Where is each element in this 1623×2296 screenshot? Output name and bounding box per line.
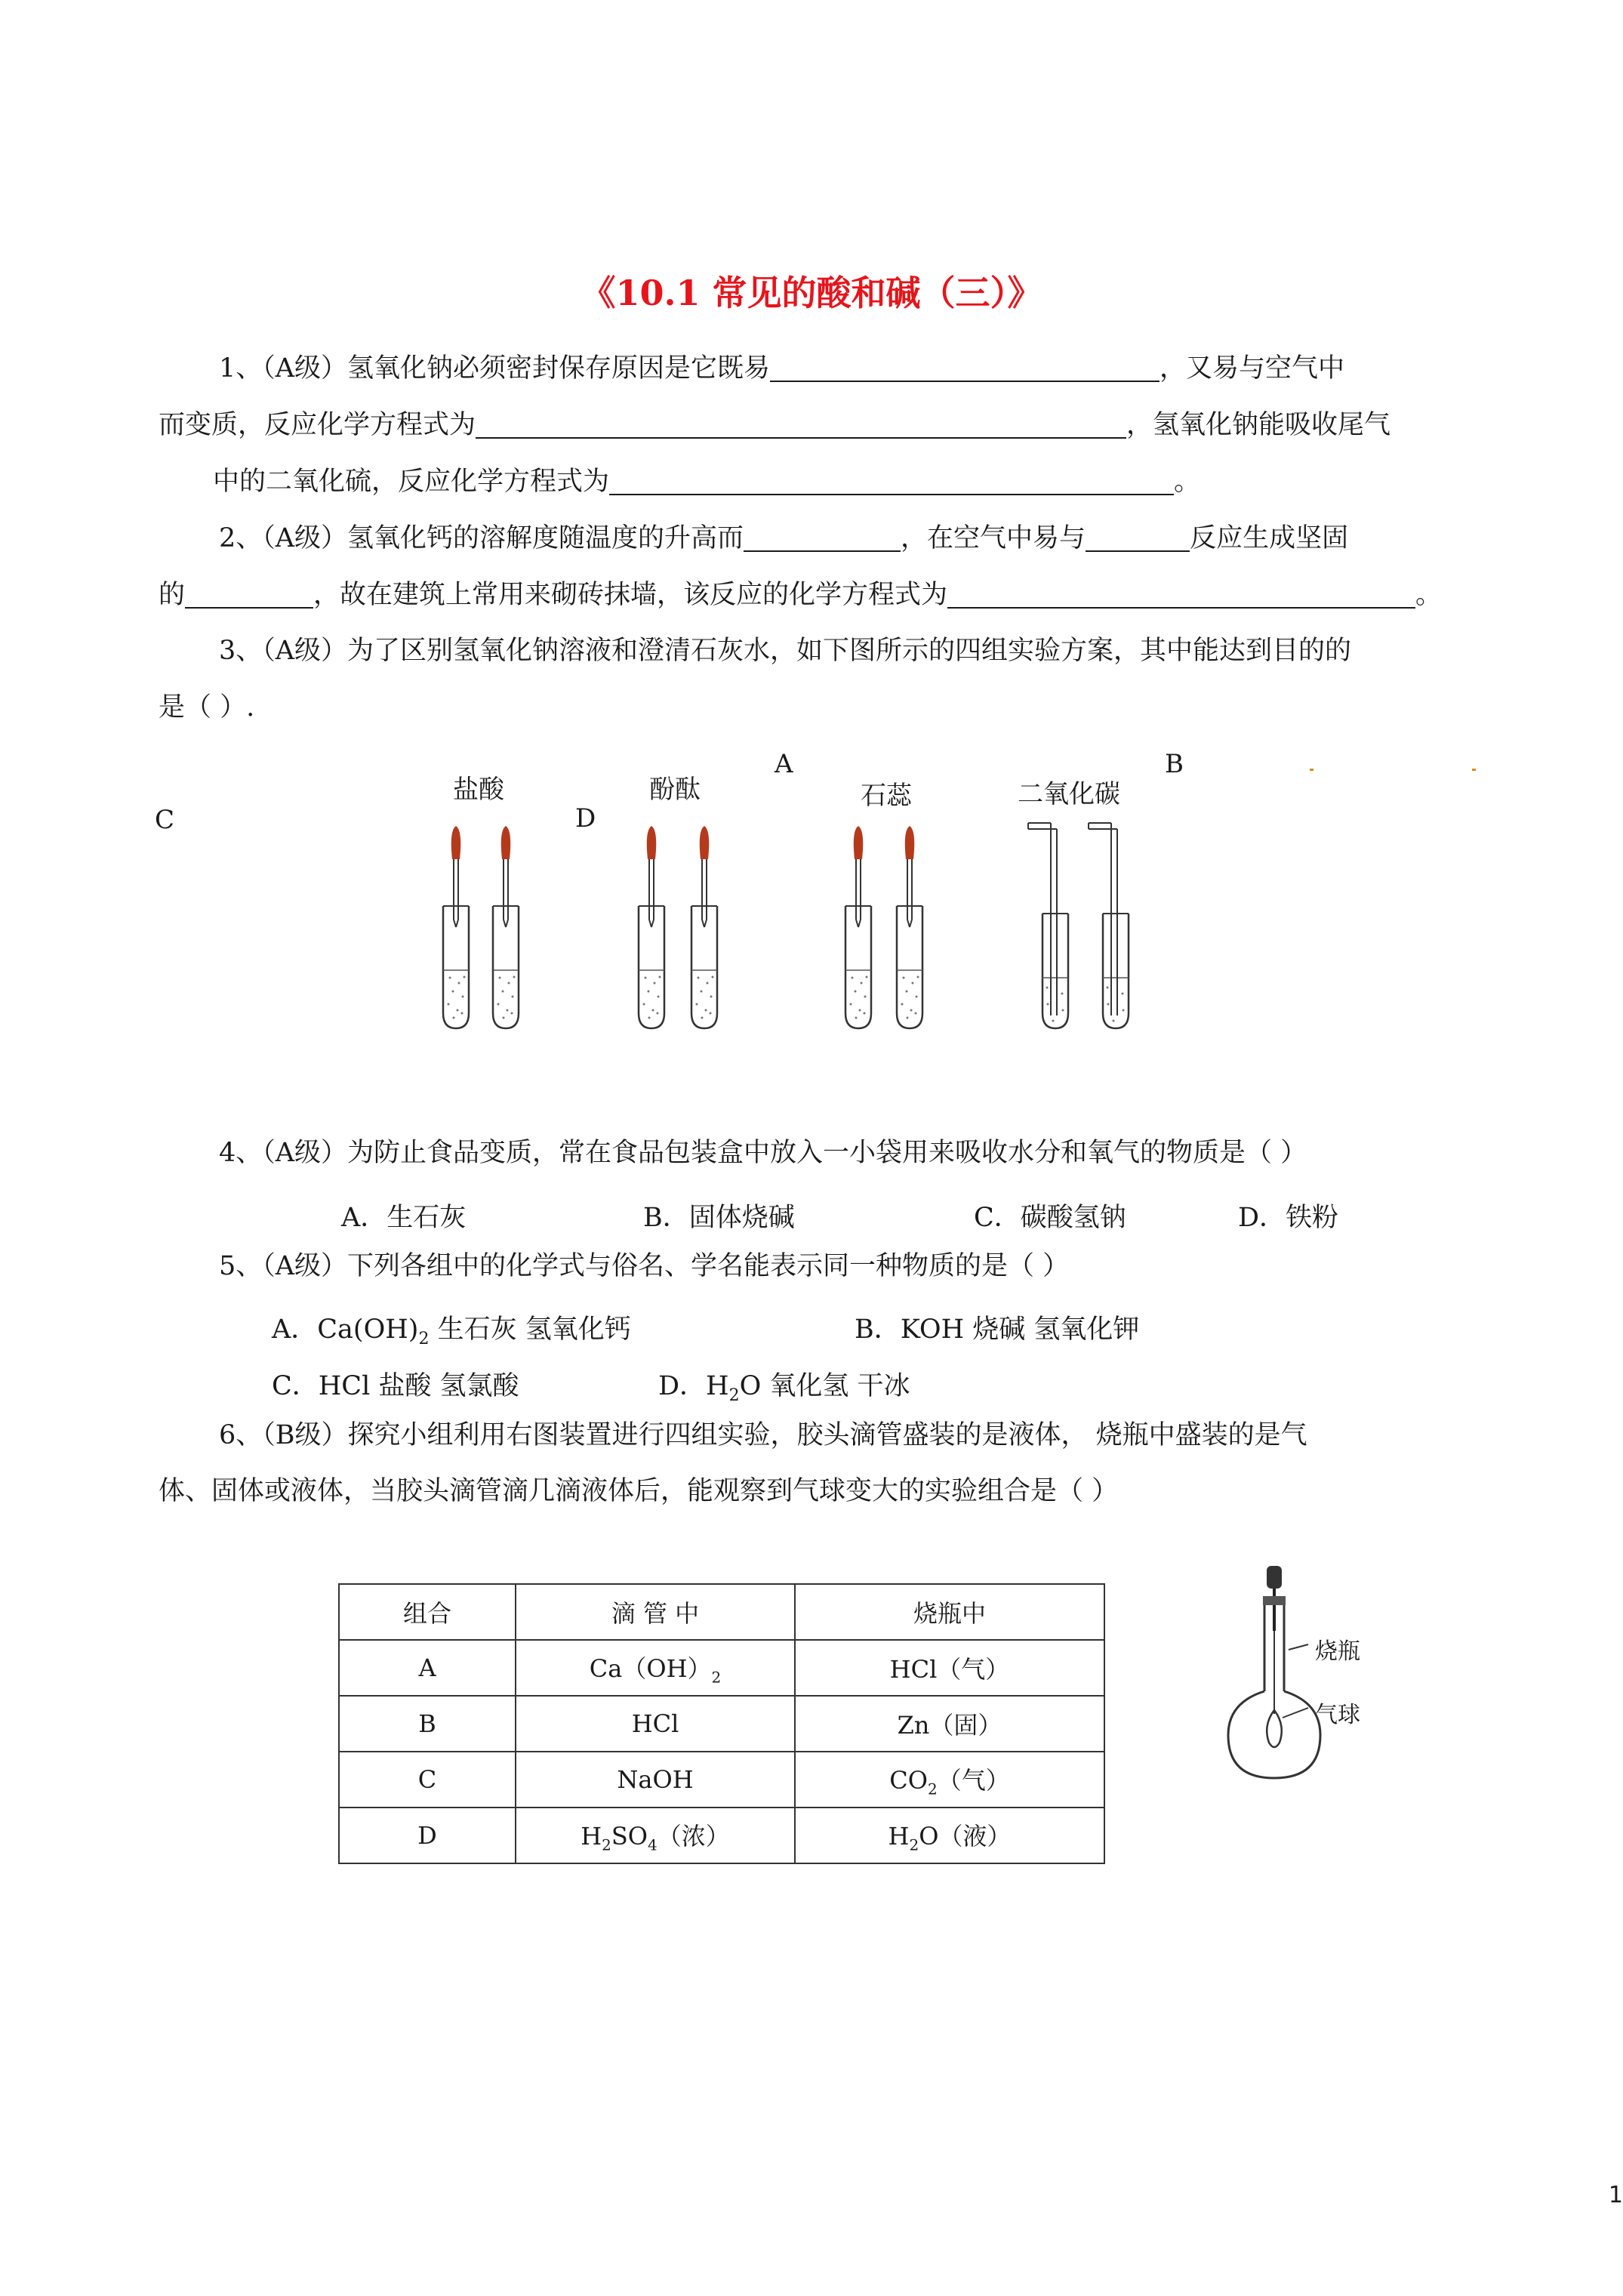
q1-text: 中的二氧化硫，反应化学方程式为 (213, 467, 610, 497)
test-tube-diagram (423, 815, 1163, 1034)
tube-pair-carbon-dioxide (1028, 823, 1129, 1028)
q1-line2 (159, 411, 1390, 439)
option-letter-c: C (155, 805, 175, 835)
table-row (339, 1808, 1104, 1863)
cell-text: H (581, 1821, 602, 1851)
q1-text: 而变质，反应化学方程式为 (159, 410, 476, 440)
q4-option-a[interactable]: A．生石灰 (341, 1203, 467, 1233)
q4-option-b[interactable]: B．固体烧碱 (643, 1203, 795, 1233)
subscript: 2 (418, 1330, 430, 1348)
subscript: 2 (909, 1835, 919, 1854)
q5-option-d[interactable] (658, 1365, 910, 1405)
q5-stem: 5、（A级）下列各组中的化学式与俗名、学名能表示同一种物质的是（ ） (219, 1251, 1070, 1281)
option-letter-a: A (775, 749, 793, 779)
q4-option-d[interactable]: D．铁粉 (1238, 1203, 1339, 1233)
table-cell: B (339, 1696, 516, 1752)
tube-pair-phenolphthalein (639, 826, 717, 1028)
table-cell (516, 1808, 795, 1863)
table-cell: A (339, 1640, 516, 1696)
label-balloon: 气球 (1315, 1702, 1360, 1728)
q6-line2: 体、固体或液体，当胶头滴管滴几滴液体后，能观察到气球变大的实验组合是（ ） (159, 1476, 1119, 1506)
experiment-table (338, 1583, 1105, 1864)
q3-line2: 是（ ）. (159, 692, 255, 723)
q2-line1 (219, 525, 1348, 552)
table-row (339, 1640, 1104, 1696)
q6-line1: 6、（B级）探究小组利用右图装置进行四组实验，胶头滴管盛装的是液体， 烧瓶中盛装的是气 (219, 1420, 1307, 1450)
option-letter-b: B (1165, 749, 1184, 779)
q1-text: ，氢氧化钠能吸收尾气 (1126, 410, 1391, 440)
table-header: 滴 管 中 (516, 1584, 795, 1640)
q3-line1: 3、（A级）为了区别氢氧化钠溶液和澄清石灰水，如下图所示的四组实验方案，其中能达到目的的 (219, 636, 1352, 666)
q1-line3 (213, 468, 1200, 495)
table-cell (795, 1752, 1104, 1808)
q2-text: 反应生成坚固 (1190, 523, 1349, 553)
table-cell: HCl（气） (795, 1640, 1104, 1696)
table-header-row (339, 1584, 1104, 1640)
q1-text: ，又易与空气中 (1160, 353, 1345, 384)
q5-option-a-text: A．Ca(OH) (272, 1314, 419, 1345)
table-cell: D (339, 1808, 516, 1863)
q2-text: 2、（A级）氢氧化钙的溶解度随温度的升高而 (219, 523, 744, 553)
cell-text: H (888, 1821, 910, 1851)
table-cell (795, 1808, 1104, 1863)
subscript: 2 (602, 1835, 611, 1854)
q2-line2 (159, 581, 1442, 609)
label-litmus: 石蕊 (861, 781, 912, 811)
table-cell: C (339, 1752, 516, 1808)
cell-text: （浓） (657, 1821, 730, 1851)
q2-blank-1[interactable] (744, 525, 901, 552)
table-header: 烧瓶中 (795, 1584, 1104, 1640)
cell-text: CO (889, 1765, 928, 1795)
q2-blank-2[interactable] (1086, 525, 1190, 552)
table-header: 组合 (339, 1584, 516, 1640)
q4-stem: 4、（A级）为防止食品变质，常在食品包装盒中放入一小袋用来吸收水分和氧气的物质是（ ） (219, 1138, 1307, 1168)
cell-text: O（液） (919, 1821, 1012, 1851)
subscript: 4 (648, 1835, 658, 1854)
q1-blank-2[interactable] (476, 411, 1126, 439)
page-number: 1 (1608, 2182, 1623, 2208)
label-flask: 烧瓶 (1315, 1638, 1360, 1665)
q5-option-b[interactable]: B．KOH 烧碱 氢氧化钾 (855, 1314, 1140, 1345)
q1-blank-3[interactable] (609, 468, 1174, 495)
table-cell (516, 1640, 795, 1696)
q1-text: 。 (1174, 467, 1201, 497)
subscript: 2 (927, 1780, 938, 1798)
cell-text: SO (611, 1821, 648, 1851)
q2-text: ，在空气中易与 (901, 523, 1086, 553)
label-carbon-dioxide: 二氧化碳 (1018, 779, 1120, 809)
cell-text: Ca（OH） (589, 1653, 712, 1683)
q1-line1 (219, 355, 1344, 382)
q1-text: 1、（A级）氢氧化钠必须密封保存原因是它既易 (219, 353, 771, 384)
q1-blank-1[interactable] (770, 355, 1160, 382)
table-row (339, 1752, 1104, 1808)
q2-blank-3[interactable] (185, 581, 313, 609)
table-cell: Zn（固） (795, 1696, 1104, 1752)
q2-text: 。 (1415, 580, 1443, 610)
label-phenolphthalein: 酚酞 (649, 775, 701, 805)
table-cell: HCl (516, 1696, 795, 1752)
q5-option-a-text: 生石灰 氢氧化钙 (429, 1314, 631, 1345)
q5-option-d-text: D．H (658, 1371, 729, 1401)
table-cell: NaOH (516, 1752, 795, 1808)
q2-text: ，故在建筑上常用来砌砖抹墙，该反应的化学方程式为 (313, 580, 948, 610)
page-title: 《10.1 常见的酸和碱（三）》 (581, 273, 1042, 313)
q5-option-c[interactable]: C．HCl 盐酸 氢氯酸 (272, 1371, 519, 1401)
subscript: 2 (728, 1386, 740, 1405)
q4-option-c[interactable]: C．碳酸氢钠 (974, 1203, 1126, 1233)
q5-option-d-text: O 氧化氢 干冰 (739, 1371, 910, 1401)
tube-pair-litmus (845, 826, 922, 1028)
q2-text: 的 (159, 580, 186, 610)
table-row (339, 1696, 1104, 1752)
q2-blank-4[interactable] (947, 581, 1415, 609)
flask-balloon-diagram (1219, 1563, 1370, 1789)
tube-pair-hydrochloric-acid (443, 826, 519, 1028)
q5-option-a[interactable] (272, 1308, 631, 1348)
cell-text: （气） (937, 1765, 1010, 1795)
label-hydrochloric-acid: 盐酸 (453, 775, 504, 805)
option-letter-d: D (575, 803, 596, 834)
subscript: 2 (711, 1668, 722, 1687)
